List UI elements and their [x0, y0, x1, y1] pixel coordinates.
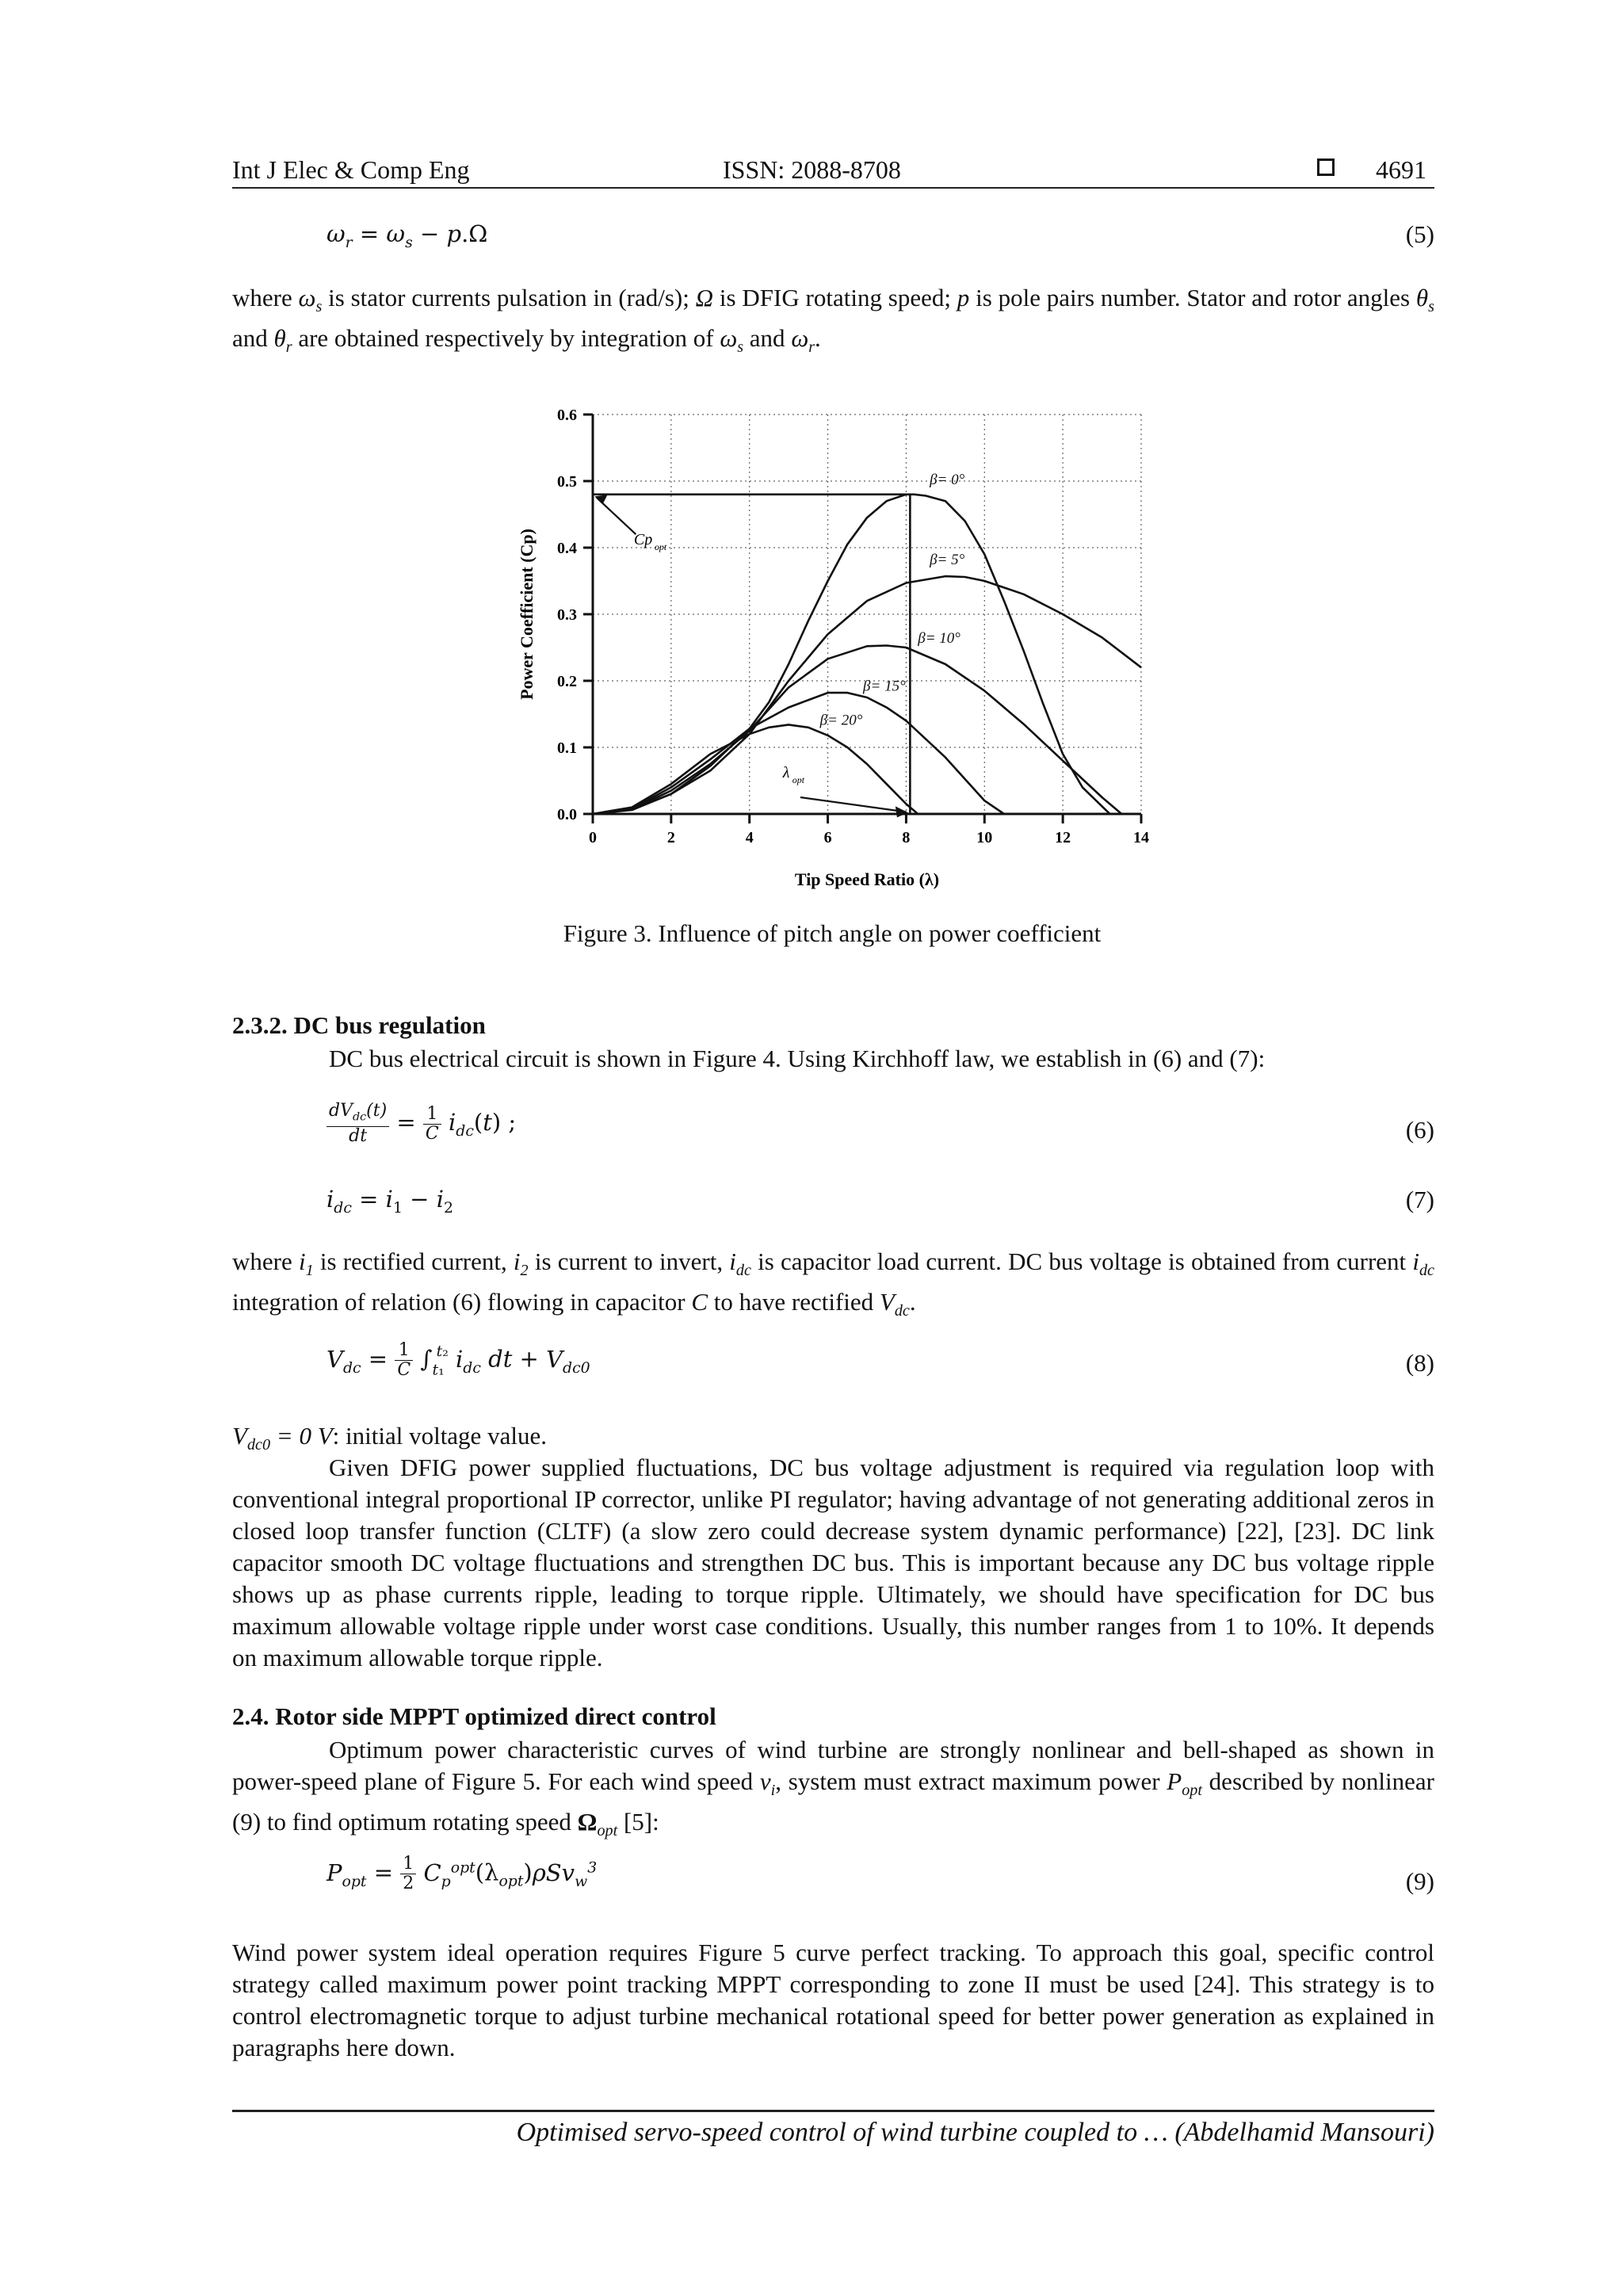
x-tick-label: 6 [823, 829, 832, 846]
equation-9: $P_{opt}$ = $\frac{1}{2}$ $C_p^{opt}(\lambda_{opt})\rho Sv_w^3$ [327, 1854, 598, 1893]
x-tick-label: 14 [1133, 829, 1149, 846]
equation-5: $\omega_r = \omega_s - p.\Omega$ [327, 220, 488, 251]
x-tick-label: 4 [745, 829, 754, 846]
equation-5-number: (5) [1405, 220, 1434, 248]
initial-voltage-line: $V_{dc0} = 0$ V: initial voltage value. [232, 1422, 547, 1454]
cp-opt-subscript: opt [654, 541, 667, 552]
series-line [593, 576, 1141, 814]
equation-7: $i_{dc} = i_1 - i_2$ [327, 1186, 453, 1217]
series-line [593, 724, 918, 814]
y-tick-label: 0.0 [557, 806, 577, 823]
journal-name: Int J Elec & Comp Eng [232, 155, 470, 184]
series-label: β= 5° [930, 552, 965, 568]
cp-opt-label: Cp [633, 530, 653, 548]
series-label: β= 10° [918, 630, 960, 648]
x-tick-label: 10 [976, 829, 993, 846]
paragraph-mppt-strategy: Wind power system ideal operation requires Figure 5 curve perfect tracking. To approach this goal, specific control strategy called maximum power point tracking MPPT corresponding to zone II must be used [24]. This strategy is to control electromagnetic torque to adjust turbine mechanical rotational speed for better power generation as explained in paragraphs here down. [232, 1939, 1434, 2061]
chart-grid [593, 415, 1141, 814]
chart-ticks [517, 407, 1149, 889]
y-tick-label: 0.2 [557, 673, 577, 690]
x-tick-label: 8 [902, 829, 911, 846]
equation-6: $\frac{dV_{dc}(t)}{dt}$ = $\frac{1}{C}$ $i_{dc}(t)$ ; [327, 1102, 516, 1146]
series-label: β= 0° [930, 472, 965, 489]
issn: ISSN: 2088-8708 [723, 155, 901, 184]
series-label: β= 15° [863, 678, 906, 695]
paragraph-ip-corrector: Given DFIG power supplied fluctuations, DC bus voltage adjustment is required via regulation loop with conventional integral proportional IP corrector, unlike PI regulator; having advantage of not generating additional zeros in closed loop transfer function (CLTF) (a slow zero could decrease system dynamic performance) [22], [23]. DC link capacitor smooth DC voltage fluctuations and strengthen DC bus. This is important because any DC bus voltage ripple shows up as phase currents ripple, leading to torque ripple. Ultimately, we should have specification for DC bus maximum allowable voltage ripple under worst case conditions. Usually, this number ranges from 1 to 10%. It depends on maximum allowable torque ripple. [232, 1454, 1434, 1671]
equation-8-number: (8) [1405, 1349, 1434, 1377]
paragraph-currents: where $i_1$ is rectified current, $i_2$ is current to invert, $i_{dc}$ is capacitor load current. DC bus voltage is obtained from current $i_{dc}$ integration of relation (6) flowing in capacitor C to have rectified $V_{dc}$. [232, 1247, 1434, 1320]
x-tick-label: 12 [1055, 829, 1071, 846]
equation-6-number: (6) [1405, 1116, 1434, 1144]
y-tick-label: 0.6 [557, 407, 577, 424]
paragraph-dc-bus-intro: DC bus electrical circuit is shown in Figure 4. Using Kirchhoff law, we establish in (6) and (7): [329, 1045, 1266, 1072]
x-tick-label: 0 [589, 829, 597, 846]
lambda-opt-arrow [800, 797, 906, 812]
y-axis-title: Power Coefficient (Cp) [517, 529, 537, 700]
lambda-opt-label: λ [782, 763, 790, 781]
equation-7-number: (7) [1405, 1186, 1434, 1213]
y-tick-label: 0.4 [557, 540, 577, 557]
y-tick-label: 0.3 [557, 606, 577, 624]
series-label: β= 20° [819, 712, 863, 729]
paragraph-stator-rotor: where $\omega_s$ is stator currents pulsation in (rad/s); Ω is DFIG rotating speed; p is pole pairs number. Stator and rotor angles $\theta_s$ and $\theta_r$ are obtained respectively by integration of $\omega_s$ and $\omega_r$. [232, 284, 1434, 357]
lambda-opt-subscript: opt [792, 774, 805, 785]
footer-running-title: Optimised servo-speed control of wind turbine coupled to … (Abdelhamid Mansouri) [516, 2118, 1434, 2147]
header-rule [232, 187, 1434, 189]
x-tick-label: 2 [666, 829, 675, 846]
page-number: 4691 [1376, 155, 1426, 184]
chart-annotations [593, 495, 910, 818]
series-line [593, 495, 1110, 814]
series-line [593, 693, 1004, 814]
equation-8: $V_{dc}$ = $\frac{1}{C}$ $\int_{t_1}^{t_2}$ $i_{dc}$ dt + $V_{dc0}$ [327, 1340, 590, 1380]
equation-9-number: (9) [1405, 1867, 1434, 1895]
figure-3-caption: Figure 3. Influence of pitch angle on power coefficient [563, 919, 1102, 947]
series-line [593, 646, 1121, 815]
section-heading-2-3-2: 2.3.2. DC bus regulation [232, 1011, 486, 1039]
square-bullet-icon [1317, 159, 1335, 176]
footer-rule [232, 2110, 1434, 2112]
figure-3-chart [507, 400, 1157, 900]
chart-series [593, 472, 1141, 814]
paragraph-mppt: Optimum power characteristic curves of wind turbine are strongly nonlinear and bell-shaped as shown in power-speed plane of Figure 5. For each wind speed $v_i$, system must extract maximum power $P_{opt}$ described by nonlinear (9) to find optimum rotating speed $\Omega_{opt}$ [5]: [232, 1736, 1434, 1840]
y-tick-label: 0.5 [557, 473, 577, 491]
y-tick-label: 0.1 [557, 739, 577, 757]
x-axis-title: Tip Speed Ratio (λ) [794, 869, 940, 889]
section-heading-2-4: 2.4. Rotor side MPPT optimized direct control [232, 1702, 716, 1730]
